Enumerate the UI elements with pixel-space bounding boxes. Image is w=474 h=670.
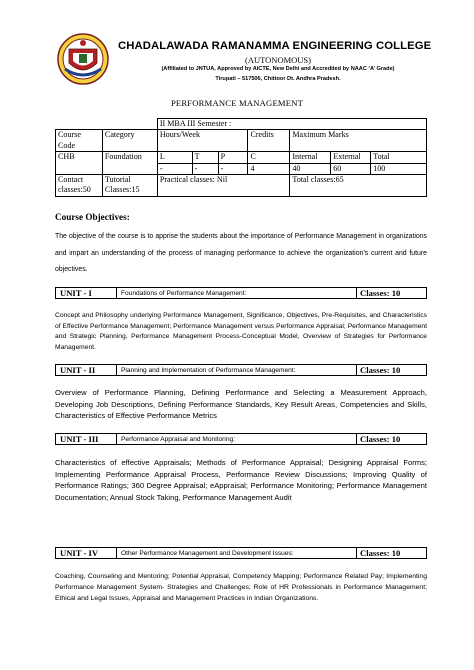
category-value: Foundation bbox=[102, 152, 157, 175]
affiliation-line: (Affiliated to JNTUA, Approved by AICTE, New Delhi and Accredited by NAAC ‘A’ Grade) bbox=[161, 66, 395, 72]
unit-header bbox=[55, 547, 427, 559]
course-details-table bbox=[55, 118, 427, 197]
table-row bbox=[56, 130, 427, 152]
tutorial-classes: Tutorial Classes:15 bbox=[102, 175, 157, 197]
practical-header: P bbox=[218, 152, 248, 163]
course-code-value: CHB bbox=[56, 152, 103, 175]
lecture-header: L bbox=[157, 152, 192, 163]
total-classes: Total classes:65 bbox=[290, 175, 427, 197]
unit-title: Foundations of Performance Management: bbox=[121, 290, 247, 297]
unit-number: UNIT - I bbox=[56, 288, 117, 298]
practical-value: - bbox=[218, 163, 248, 174]
college-name: CHADALAWADA RAMANAMMA ENGINEERING COLLEGE bbox=[118, 40, 432, 52]
total-header: Total bbox=[371, 152, 427, 163]
unit-classes: Classes: 10 bbox=[356, 365, 426, 375]
unit-header bbox=[55, 287, 427, 299]
category-header: Category bbox=[102, 130, 157, 152]
address-line: Tirupati – 517506, Chittoor Dt. Andhra Pradesh. bbox=[215, 76, 341, 82]
unit-number: UNIT - IV bbox=[56, 548, 117, 558]
credit-value: 4 bbox=[248, 163, 290, 174]
course-code-header: Course Code bbox=[56, 130, 103, 152]
unit-number: UNIT - III bbox=[56, 434, 117, 444]
unit-content: Coaching, Counseling and Mentoring; Potential Appraisal, Competency Mapping; Performance Related Pay; Implementing Performance Management System- Strategies and Challenges; Role of HR Professionals in Performance Management; Ethical and Legal Issues, Appraisal and Management Practices in Indian Organizations. bbox=[55, 573, 427, 602]
unit-content: Overview of Performance Planning, Defining Performance and Selecting a Measurement Approach, Developing Job Descriptions, Defining Performance Standards, Key Result Areas, Competencies and Skills, Characteristics of Effective Performance Metrics bbox=[55, 388, 427, 421]
practical-classes: Practical classes: Nil bbox=[157, 175, 290, 197]
external-value: 60 bbox=[331, 163, 371, 174]
table-cell bbox=[56, 119, 158, 130]
autonomous-label: (AUTONOMOUS) bbox=[245, 55, 311, 65]
college-crest-emblem-icon bbox=[57, 33, 109, 85]
unit-classes: Classes: 10 bbox=[356, 548, 426, 558]
table-row bbox=[56, 175, 427, 197]
unit-classes: Classes: 10 bbox=[356, 434, 426, 444]
tutorial-header: T bbox=[192, 152, 218, 163]
contact-classes: Contact classes:50 bbox=[56, 175, 103, 197]
unit-title: Performance Appraisal and Monitoring: bbox=[121, 436, 235, 443]
max-marks-header: Maximum Marks bbox=[290, 130, 427, 152]
unit-classes: Classes: 10 bbox=[356, 288, 426, 298]
unit-number: UNIT - II bbox=[56, 365, 117, 375]
internal-header: Internal bbox=[290, 152, 331, 163]
table-row bbox=[56, 119, 427, 130]
objectives-text: The objective of the course is to apprise the students about the importance of Performance Management in organizations and impart an understanding of the process of managing performance to achieve the organization’s current and future objectives. bbox=[55, 233, 427, 274]
lecture-value: - bbox=[157, 163, 192, 174]
unit-header bbox=[55, 433, 427, 445]
unit-content: Concept and Philosophy underlying Performance Management, Significance, Objectives, Pre-Requisites, and Characteristics of Effective Performance Management; Performance Management versus Performance Appraisal; Performance Management and Strategic Planning, Performance Management Process-Conceptual Model, Overview of Strategies for Performance Management. bbox=[55, 312, 427, 351]
table-row bbox=[56, 152, 427, 163]
tutorial-value: - bbox=[192, 163, 218, 174]
unit-title: Other Performance Management and Development Issues: bbox=[121, 550, 294, 557]
objectives-heading: Course Objectives: bbox=[55, 212, 130, 222]
credits-header: Credits bbox=[248, 130, 290, 152]
hours-week-header: Hours/Week bbox=[157, 130, 248, 152]
external-header: External bbox=[331, 152, 371, 163]
internal-value: 40 bbox=[290, 163, 331, 174]
page-title: PERFORMANCE MANAGEMENT bbox=[170, 98, 304, 108]
credit-header: C bbox=[248, 152, 290, 163]
unit-header bbox=[55, 364, 427, 376]
semester-cell: II MBA III Semester : bbox=[157, 119, 426, 130]
total-value: 100 bbox=[371, 163, 427, 174]
unit-content: Characteristics of effective Appraisals; Methods of Performance Appraisal; Designing Appraisal Forms; Implementing Performance Appraisal Process, Performance Review Discussions; Improving Quality of Performance Ratings; 360 Degree Appraisal; eAppraisal; Performance Monitoring; Performance Management Documentation; Annual Stock Taking, Performance Management Audit bbox=[55, 458, 427, 502]
unit-title: Planning and Implementation of Performance Management: bbox=[121, 367, 296, 374]
